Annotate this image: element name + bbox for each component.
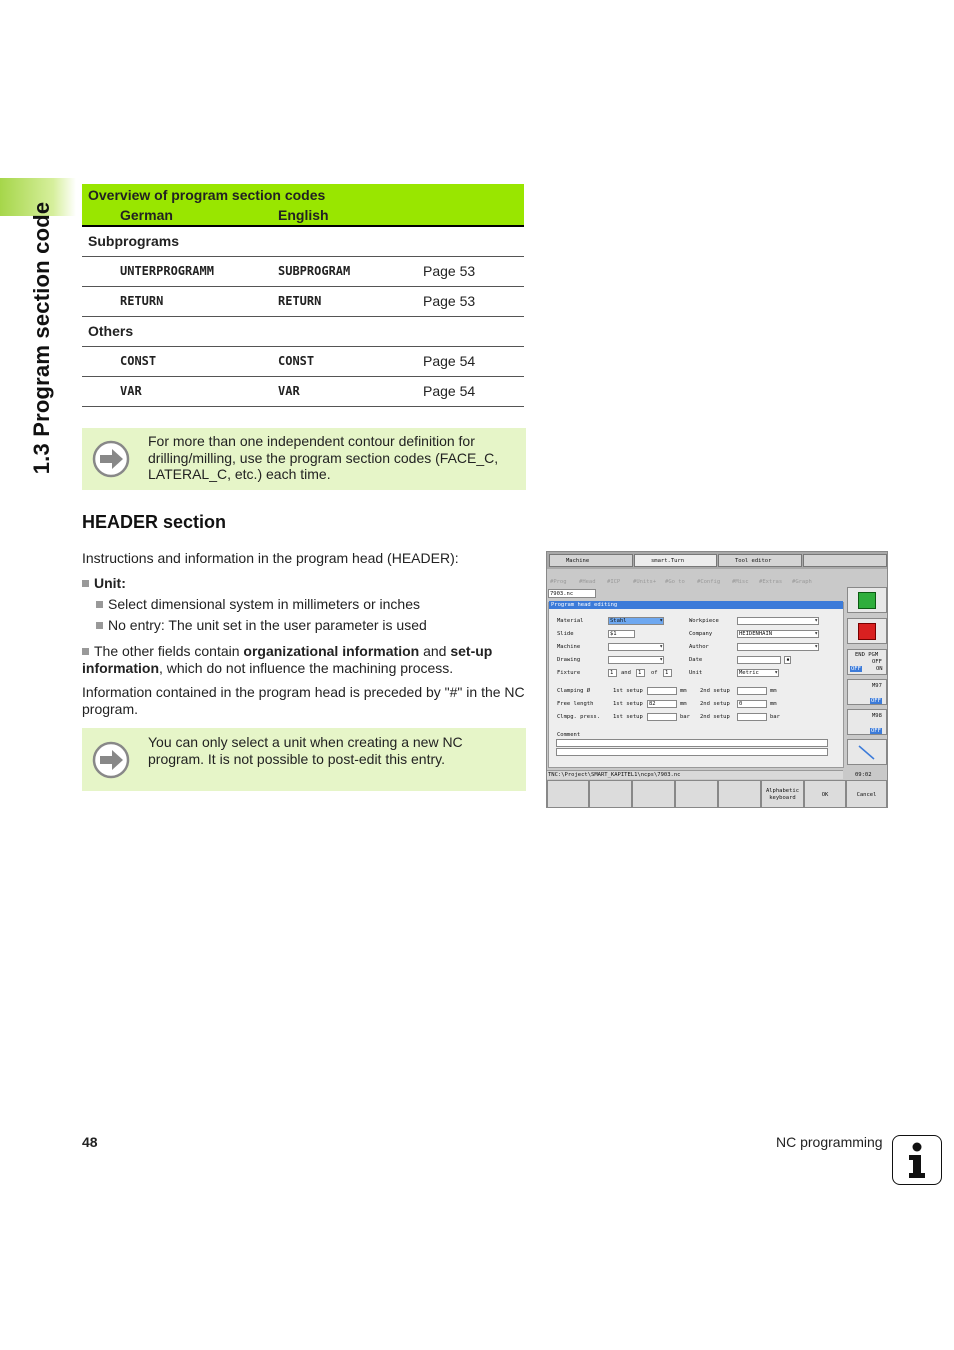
sub-bullet-no-entry: No entry: The unit set in the user parameter is used bbox=[96, 617, 526, 634]
softkey-1[interactable] bbox=[547, 780, 589, 808]
page-ref: Page 54 bbox=[417, 376, 524, 406]
side-button-red[interactable] bbox=[847, 618, 887, 644]
side-button-tool[interactable] bbox=[847, 739, 887, 765]
preceded-paragraph: Information contained in the program head is preceded by "#" in the NC program. bbox=[82, 684, 525, 717]
note-box-unit bbox=[82, 728, 526, 791]
english-code: CONST bbox=[272, 346, 417, 376]
file-tab: 7903.nc bbox=[548, 589, 596, 598]
english-code: VAR bbox=[272, 376, 417, 406]
table-row bbox=[82, 346, 524, 376]
fixture-field-3[interactable]: 1 bbox=[663, 669, 672, 677]
arrow-right-icon bbox=[92, 741, 130, 779]
english-code: RETURN bbox=[272, 286, 417, 316]
clamping-1st-field[interactable] bbox=[647, 687, 677, 695]
chapter-title-vertical: 1.3 Program section code bbox=[29, 201, 54, 475]
drawing-field[interactable] bbox=[608, 656, 664, 664]
chapter-name: NC programming bbox=[776, 1134, 883, 1150]
clamping-2nd-field[interactable] bbox=[737, 687, 767, 695]
column-header-german: German bbox=[114, 205, 272, 226]
german-code: RETURN bbox=[114, 286, 272, 316]
m97-button[interactable]: M97 OFF bbox=[847, 679, 887, 705]
date-field[interactable] bbox=[737, 656, 781, 664]
softkey-3[interactable] bbox=[632, 780, 675, 808]
sub-bullet-select: Select dimensional system in millimeters or inches bbox=[96, 596, 526, 613]
comment-field-1[interactable] bbox=[556, 739, 828, 747]
stop-icon bbox=[858, 623, 876, 640]
comment-field-2[interactable] bbox=[556, 748, 828, 756]
german-code: CONST bbox=[114, 346, 272, 376]
section-heading: HEADER section bbox=[82, 512, 227, 532]
clock: 09:02 bbox=[855, 772, 872, 778]
group-others: Others bbox=[82, 316, 524, 346]
ok-softkey[interactable]: OK bbox=[804, 780, 846, 808]
program-head-screenshot: Machine smart.Turn Tool editor #Prog #Head #ICP #Units+ #Go to #Config #Misc #Extras #Graph 7903.nc Program head editing Material Stahl ▾ Slide $1 Machine ▾ Drawing ▾ Fixture 1 and 1 of 1 Workpiece ▾ Company HEIDENHAIN ▾ Author ▾ Date ▪ Unit Metric ▾ Clamping Ø 1st setup mm 2nd setup mm Free length 1st setup 82 mm 2nd setup 0 mm Clmpg. press. 1st setup bar 2nd setup bar Comment TNC:\Project\SMART_KAPITEL1\ncps\7903.nc END PGM OFF OFF ON M97 OFF M98 OFF 09:02 Alphabetic keyboard OK Cancel bbox=[546, 551, 888, 808]
page-ref: Page 54 bbox=[417, 346, 524, 376]
column-header-english: English bbox=[272, 205, 417, 226]
bullet-unit: Unit: bbox=[82, 575, 526, 592]
date-picker-button[interactable]: ▪ bbox=[784, 656, 791, 664]
free-length-2nd-field[interactable]: 0 bbox=[737, 700, 767, 708]
status-bar: TNC:\Project\SMART_KAPITEL1\ncps\7903.nc bbox=[547, 770, 843, 779]
german-code: VAR bbox=[114, 376, 272, 406]
cancel-softkey[interactable]: Cancel bbox=[846, 780, 887, 808]
note-box-contours bbox=[82, 428, 526, 490]
machine-field[interactable] bbox=[608, 643, 664, 651]
slide-field[interactable]: $1 bbox=[608, 630, 635, 638]
page-ref: Page 53 bbox=[417, 286, 524, 316]
play-icon bbox=[858, 592, 876, 609]
tab-empty bbox=[803, 554, 887, 567]
info-icon bbox=[892, 1135, 942, 1185]
page-ref: Page 53 bbox=[417, 256, 524, 286]
screenshot-tabbar bbox=[547, 552, 887, 569]
arrow-right-icon bbox=[92, 440, 130, 478]
end-pgm-button[interactable]: END PGM OFF OFF ON bbox=[847, 649, 887, 675]
note-text: For more than one independent contour definition for drilling/milling, use the program section codes (FACE_C, LATERAL_C, etc.) each time. bbox=[148, 433, 499, 482]
softkey-2[interactable] bbox=[589, 780, 632, 808]
tab-machine: Machine bbox=[549, 554, 633, 567]
english-code: SUBPROGRAM bbox=[272, 256, 417, 286]
fixture-field-1[interactable]: 1 bbox=[608, 669, 617, 677]
table-title: Overview of program section codes bbox=[82, 184, 524, 205]
note-text: You can only select a unit when creating a new NC program. It is not possible to post-edit this entry. bbox=[148, 734, 463, 767]
tab-tool-editor: Tool editor bbox=[718, 554, 802, 567]
panel-title: Program head editing bbox=[549, 601, 843, 609]
table-row bbox=[82, 376, 524, 406]
unit-field[interactable]: Metric ▾ bbox=[737, 669, 779, 677]
arrow-diagonal-icon bbox=[856, 744, 878, 762]
fixture-field-2[interactable]: 1 bbox=[636, 669, 645, 677]
author-field[interactable] bbox=[737, 643, 819, 651]
free-length-1st-field[interactable]: 82 bbox=[647, 700, 677, 708]
softkey-4[interactable] bbox=[675, 780, 718, 808]
clamp-press-1st-field[interactable] bbox=[647, 713, 677, 721]
side-button-green[interactable] bbox=[847, 587, 887, 613]
page-number: 48 bbox=[82, 1134, 98, 1150]
m98-button[interactable]: M98 OFF bbox=[847, 709, 887, 735]
workpiece-field[interactable] bbox=[737, 617, 819, 625]
german-code: UNTERPROGRAMM bbox=[114, 256, 272, 286]
tab-smart-turn: smart.Turn bbox=[634, 554, 717, 567]
softkey-5[interactable] bbox=[718, 780, 761, 808]
material-field[interactable]: Stahl ▾ bbox=[608, 617, 664, 625]
screenshot-menu: #Prog #Head #ICP #Units+ #Go to #Config #Misc #Extras #Graph bbox=[550, 579, 812, 585]
table-row bbox=[82, 286, 524, 316]
bullet-other-fields: The other fields contain organizational information and set-up information, which do not influence the machining process. bbox=[82, 643, 493, 676]
table-row bbox=[82, 256, 524, 286]
alphabetic-keyboard-softkey[interactable]: Alphabetic keyboard bbox=[761, 780, 804, 808]
company-field[interactable]: HEIDENHAIN ▾ bbox=[737, 630, 819, 638]
group-subprograms: Subprograms bbox=[82, 226, 524, 256]
intro-paragraph: Instructions and information in the program head (HEADER): bbox=[82, 550, 459, 566]
program-section-codes-table bbox=[82, 184, 524, 407]
clamp-press-2nd-field[interactable] bbox=[737, 713, 767, 721]
